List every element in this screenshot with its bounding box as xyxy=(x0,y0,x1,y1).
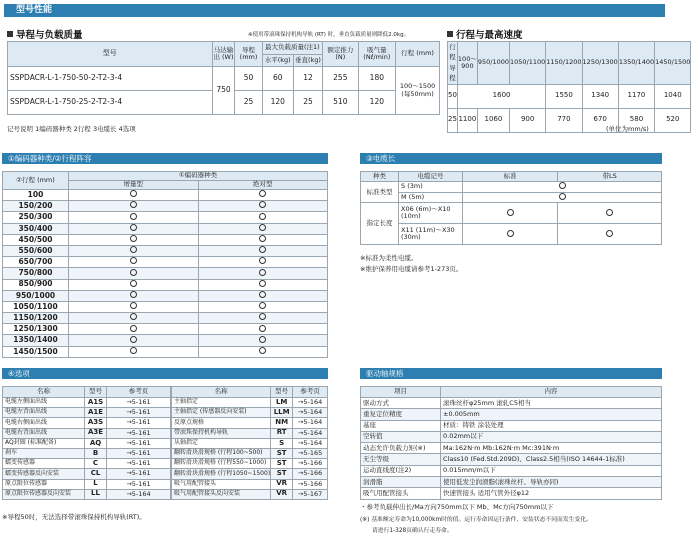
cable-available xyxy=(558,203,662,224)
speed-corner: 行程 导程 xyxy=(449,43,456,83)
cable-table xyxy=(360,171,662,245)
col-motor: 马达输出 (W) xyxy=(212,42,235,67)
option-name: 翻转滑块滑规格 (行程550~1000) xyxy=(172,459,271,469)
table-row xyxy=(3,418,171,428)
encoder-available xyxy=(198,201,328,212)
option-page: →5-164 xyxy=(293,428,328,438)
encoder-available xyxy=(69,234,199,245)
option-name: 翻转滑块滑规格 (行程1050~1500) xyxy=(172,469,271,479)
option-model: RT xyxy=(271,428,293,438)
drive-section-bar: 驱动轴规格 xyxy=(360,368,662,379)
table-row xyxy=(3,279,328,290)
option-name: 反原点规格 xyxy=(172,418,271,428)
option-model: VR xyxy=(271,489,293,499)
available-mark-icon xyxy=(559,182,566,189)
option-page: →5-161 xyxy=(107,459,171,469)
option-name: 主轴指定 (传感器反向安装) xyxy=(172,408,271,418)
option-name: AQ封圈 (标准配备) xyxy=(3,438,85,448)
cable-code: X06 (6m)〜X10 (10m) xyxy=(399,203,463,224)
stroke-cell: 1050/1100 xyxy=(3,301,69,312)
legend: 记号说明 1编码器种类 2行程 3电缆长 4选项 xyxy=(7,125,136,133)
drive-content: 滚珠丝杆φ25mm 滚轧C5相当 xyxy=(441,398,662,409)
option-page: →5-161 xyxy=(107,448,171,458)
page-header: 型号性能 xyxy=(4,4,665,17)
cable-available xyxy=(463,203,558,224)
stroke-cell: 850/900 xyxy=(3,279,69,290)
col-content: 内容 xyxy=(441,387,662,398)
option-name: 吸气用配管接头 xyxy=(172,479,271,489)
col-maxload: 最大负载质量(注1) xyxy=(262,42,323,55)
available-mark-icon xyxy=(130,190,137,197)
drive-item: 空转值 xyxy=(361,431,441,442)
encoder-available xyxy=(69,245,199,256)
options-table-left xyxy=(2,386,171,500)
option-page: →5-166 xyxy=(293,479,328,489)
option-page: →5-164 xyxy=(293,418,328,428)
suction-value: 120 xyxy=(358,91,396,115)
option-page: →5-165 xyxy=(293,448,328,458)
table-row xyxy=(3,346,328,357)
table-row xyxy=(3,479,171,489)
table-row xyxy=(361,465,662,476)
available-mark-icon xyxy=(130,291,137,298)
table-row xyxy=(361,454,662,465)
col-suction: 吸气量 (Nℓ/min) xyxy=(358,42,396,67)
option-model: ST xyxy=(271,469,293,479)
stroke-cell: 450/500 xyxy=(3,234,69,245)
option-name: 从轴指定 xyxy=(172,438,271,448)
type-standard: 标准类型 xyxy=(361,182,399,203)
cable-code: S (3m) xyxy=(399,182,463,193)
drive-item: 驱动方式 xyxy=(361,398,441,409)
table-row xyxy=(172,408,328,418)
available-mark-icon xyxy=(130,347,137,354)
option-page: →5-164 xyxy=(293,398,328,408)
option-name: 蠕变传感器反向安装 xyxy=(3,469,85,479)
encoder-available xyxy=(69,290,199,301)
speed-unit: (单位为mm/s) xyxy=(606,125,649,133)
table-row xyxy=(3,469,171,479)
available-mark-icon xyxy=(130,224,137,231)
table-row xyxy=(172,459,328,469)
stroke-cell: 950/1000 xyxy=(3,290,69,301)
cable-code: X11 (11m)〜X30 (30m) xyxy=(399,224,463,245)
encoder-available xyxy=(69,257,199,268)
type-specified: 指定长度 xyxy=(361,203,399,245)
available-mark-icon xyxy=(259,302,266,309)
available-mark-icon xyxy=(130,235,137,242)
encoder-section-bar: ①编码器种类/②行程阵容 xyxy=(2,153,328,164)
table-row xyxy=(3,335,328,346)
option-name: 电缆右侧面出线 xyxy=(3,418,85,428)
option-page: →5-161 xyxy=(107,398,171,408)
col-code: 电缆记号 xyxy=(399,172,463,182)
lead-value: 25 xyxy=(235,91,262,115)
col-model: 型号 xyxy=(271,387,293,398)
encoder-available xyxy=(198,190,328,201)
stroke-cell: 1150/1200 xyxy=(3,313,69,324)
encoder-available xyxy=(198,335,328,346)
available-mark-icon xyxy=(259,201,266,208)
table-row xyxy=(172,479,328,489)
option-name: 蠕变传感器 xyxy=(3,459,85,469)
col-page: 参考页 xyxy=(107,387,171,398)
speed-value: 1100 xyxy=(457,108,477,132)
guide-section-title: 导程与负载质量 xyxy=(7,27,83,41)
col-type: 种类 xyxy=(361,172,399,182)
available-mark-icon xyxy=(259,347,266,354)
speed-value: 770 xyxy=(546,108,582,132)
table-row xyxy=(3,324,328,335)
speed-lead: 25 xyxy=(448,108,458,132)
drive-content: 快速管接头 适用气管外径φ12 xyxy=(441,488,662,499)
table-row xyxy=(361,398,662,409)
stroke-cell: 150/200 xyxy=(3,201,69,212)
encoder-available xyxy=(69,301,199,312)
option-page: →5-164 xyxy=(293,408,328,418)
col-name: 名称 xyxy=(172,387,271,398)
table-row xyxy=(3,459,171,469)
options-table-right xyxy=(171,386,328,500)
encoder-available xyxy=(198,234,328,245)
table-row xyxy=(172,398,328,408)
option-model: S xyxy=(271,438,293,448)
option-page: →5-161 xyxy=(107,418,171,428)
available-mark-icon xyxy=(259,280,266,287)
encoder-available xyxy=(198,245,328,256)
cable-note: ※维护保养用电缆请参考1-273页。 xyxy=(360,265,463,273)
col-name: 名称 xyxy=(3,387,85,398)
table-row xyxy=(172,418,328,428)
v-load-value: 12 xyxy=(293,67,322,91)
col-lead: 导程 (mm) xyxy=(235,42,262,67)
table-row xyxy=(3,257,328,268)
drive-item: 无尘等级 xyxy=(361,454,441,465)
speed-value: 1550 xyxy=(546,84,582,108)
table-row xyxy=(3,223,328,234)
speed-value: 670 xyxy=(582,108,618,132)
option-model: VR xyxy=(271,479,293,489)
option-page: →5-166 xyxy=(293,459,328,469)
col-thrust: 额定推力 (N) xyxy=(323,42,358,67)
speed-table xyxy=(447,41,691,133)
table-row xyxy=(361,409,662,420)
speed-value: 1340 xyxy=(582,84,618,108)
speed-lead: 50 xyxy=(448,84,458,108)
options-note: ※导程50时，无法选择带滚珠保持机构导轨(RT)。 xyxy=(2,513,146,521)
available-mark-icon xyxy=(606,209,613,216)
speed-value: 580 xyxy=(618,108,654,132)
h-load-value: 60 xyxy=(262,67,293,91)
col-model: 型号 xyxy=(8,42,213,67)
stroke-cell: 1450/1500 xyxy=(3,346,69,357)
col-page: 参考页 xyxy=(293,387,328,398)
table-row xyxy=(361,431,662,442)
options-section-bar: ④选项 xyxy=(2,368,328,379)
option-page: →5-164 xyxy=(107,489,171,499)
drive-item: 润滑脂 xyxy=(361,477,441,488)
col-ls: 带LS xyxy=(558,172,662,182)
option-model: A3S xyxy=(85,418,107,428)
cable-available xyxy=(558,224,662,245)
stroke-cell: 100 xyxy=(3,190,69,201)
drive-note: (※) 基准额定寿命为10,000km时的值。运行寿命因运行条件、安装状态不同而发生变化。 xyxy=(360,517,592,523)
cable-section-bar: ③电缆长 xyxy=(360,153,662,164)
option-name: 翻转滑块滑规格 (行程100~500) xyxy=(172,448,271,458)
cable-note: ※标准为柔性电缆。 xyxy=(360,254,418,262)
option-model: NM xyxy=(271,418,293,428)
encoder-available xyxy=(198,301,328,312)
available-mark-icon xyxy=(130,302,137,309)
available-mark-icon xyxy=(130,213,137,220)
stroke-cell: 1250/1300 xyxy=(3,324,69,335)
available-mark-icon xyxy=(259,336,266,343)
drive-table xyxy=(360,386,662,500)
drive-item: 运动直线度(注2) xyxy=(361,465,441,476)
encoder-available xyxy=(198,346,328,357)
cable-available xyxy=(463,182,662,193)
encoder-available xyxy=(69,190,199,201)
guide-note: ※使用带滚珠保持机构导轨 (RT) 时，垂直负载质量则降低2.0kg。 xyxy=(248,32,410,38)
speed-value: 900 xyxy=(509,108,545,132)
available-mark-icon xyxy=(130,257,137,264)
col-standard: 标准 xyxy=(463,172,558,182)
table-row xyxy=(172,469,328,479)
col-model: 型号 xyxy=(85,387,107,398)
table-row xyxy=(3,448,171,458)
table-row xyxy=(172,428,328,438)
table-row xyxy=(3,201,328,212)
option-model: L xyxy=(85,479,107,489)
model-row-2: SSPDACR-L-1-750-25-2-T2-3-4 xyxy=(8,91,213,115)
table-row xyxy=(3,245,328,256)
option-model: ST xyxy=(271,448,293,458)
option-page: →5-161 xyxy=(107,408,171,418)
option-model: AQ xyxy=(85,438,107,448)
encoder-available xyxy=(198,324,328,335)
option-model: ST xyxy=(271,459,293,469)
available-mark-icon xyxy=(507,209,514,216)
available-mark-icon xyxy=(130,201,137,208)
available-mark-icon xyxy=(130,325,137,332)
table-row xyxy=(3,438,171,448)
option-model: LLM xyxy=(271,408,293,418)
option-page: →5-161 xyxy=(107,469,171,479)
option-page: →5-161 xyxy=(107,479,171,489)
available-mark-icon xyxy=(259,235,266,242)
option-name: 原点限位传感器反向安装 xyxy=(3,489,85,499)
option-name: 吸气用配管接头反向安装 xyxy=(172,489,271,499)
stroke-head: 1050/1100 xyxy=(509,42,545,85)
speed-value: 520 xyxy=(655,108,691,132)
speed-value: 1600 xyxy=(457,84,545,108)
col-item: 项目 xyxy=(361,387,441,398)
lead-value: 50 xyxy=(235,67,262,91)
available-mark-icon xyxy=(130,246,137,253)
thrust-value: 510 xyxy=(323,91,358,115)
drive-content: Class10 (Fed.Std.209D)、Class2.5相当(ISO 14644-1标准) xyxy=(441,454,662,465)
available-mark-icon xyxy=(130,313,137,320)
stroke-head: 1450/1500 xyxy=(655,42,691,85)
drive-content: 0.02mm以下 xyxy=(441,431,662,442)
option-name: 带滚珠保持机构导轨 xyxy=(172,428,271,438)
cable-available xyxy=(463,224,558,245)
table-row xyxy=(3,398,171,408)
table-row xyxy=(361,443,662,454)
drive-content: 使用低发尘润滑脂(滚珠丝杆、导轨亦同) xyxy=(441,477,662,488)
cable-code: M (5m) xyxy=(399,192,463,203)
cable-available xyxy=(463,192,662,203)
drive-note: ・参考负载伸出长/Ma方向750mm以下 Mb、Mc方向750mm以下 xyxy=(360,503,554,511)
option-name: 主轴指定 xyxy=(172,398,271,408)
available-mark-icon xyxy=(259,213,266,220)
stroke-cell: 550/600 xyxy=(3,245,69,256)
drive-note: 请进行1-328页确认行走寿命。 xyxy=(372,528,453,534)
col-stroke: 行程 (mm) xyxy=(396,42,440,67)
drive-content: ±0.005mm xyxy=(441,409,662,420)
stroke-head: 1250/1300 xyxy=(582,42,618,85)
encoder-available xyxy=(198,223,328,234)
stroke-cell: 250/300 xyxy=(3,212,69,223)
drive-item: 基座 xyxy=(361,420,441,431)
option-page: →5-167 xyxy=(293,489,328,499)
encoder-available xyxy=(69,324,199,335)
table-row xyxy=(3,489,171,499)
encoder-available xyxy=(198,257,328,268)
encoder-available xyxy=(69,201,199,212)
encoder-available xyxy=(198,212,328,223)
option-name: 原点限位传感器 xyxy=(3,479,85,489)
h-load-value: 120 xyxy=(262,91,293,115)
encoder-available xyxy=(69,268,199,279)
option-model: CL xyxy=(85,469,107,479)
available-mark-icon xyxy=(259,325,266,332)
col-horizontal: 水平(kg) xyxy=(262,55,293,67)
available-mark-icon xyxy=(259,190,266,197)
option-page: →5-161 xyxy=(107,428,171,438)
option-name: 电缆左背面出线 xyxy=(3,408,85,418)
encoder-available xyxy=(69,313,199,324)
drive-item: 重复定位精度 xyxy=(361,409,441,420)
table-row xyxy=(361,420,662,431)
table-row xyxy=(3,190,328,201)
option-model: A1E xyxy=(85,408,107,418)
option-model: LL xyxy=(85,489,107,499)
encoder-available xyxy=(198,268,328,279)
option-page: →5-161 xyxy=(107,438,171,448)
v-load-value: 25 xyxy=(293,91,322,115)
drive-item: 动态允许负载力矩(※) xyxy=(361,443,441,454)
thrust-value: 255 xyxy=(323,67,358,91)
table-row xyxy=(3,212,328,223)
available-mark-icon xyxy=(130,269,137,276)
model-row-1: SSPDACR-L-1-750-50-2-T2-3-4 xyxy=(8,67,213,91)
available-mark-icon xyxy=(259,224,266,231)
encoder-available xyxy=(198,313,328,324)
table-row xyxy=(172,448,328,458)
stroke-range: 100〜1500 (每50mm) xyxy=(396,67,440,115)
option-page: →5-166 xyxy=(293,469,328,479)
motor-value: 750 xyxy=(212,67,235,115)
speed-section-title: 行程与最高速度 xyxy=(447,27,523,41)
table-row xyxy=(172,489,328,499)
stroke-cell: 750/800 xyxy=(3,268,69,279)
stroke-head: 100〜900 xyxy=(457,42,477,85)
table-row xyxy=(172,438,328,448)
encoder-available xyxy=(69,346,199,357)
col-absolute: 绝对型 xyxy=(198,181,328,190)
stroke-head: 1150/1200 xyxy=(546,42,582,85)
available-mark-icon xyxy=(259,269,266,276)
encoder-available xyxy=(69,335,199,346)
speed-value: 1040 xyxy=(655,84,691,108)
available-mark-icon xyxy=(259,257,266,264)
table-row xyxy=(361,477,662,488)
encoder-table xyxy=(2,171,328,358)
option-model: LM xyxy=(271,398,293,408)
available-mark-icon xyxy=(259,291,266,298)
table-row xyxy=(3,313,328,324)
encoder-available xyxy=(69,279,199,290)
table-row xyxy=(3,290,328,301)
available-mark-icon xyxy=(130,336,137,343)
encoder-available xyxy=(69,223,199,234)
stroke-head: 950/1000 xyxy=(477,42,509,85)
col-encoder: ①编码器种类 xyxy=(69,172,328,181)
stroke-head: 1350/1400 xyxy=(618,42,654,85)
option-model: A1S xyxy=(85,398,107,408)
table-row xyxy=(3,268,328,279)
encoder-available xyxy=(198,290,328,301)
drive-content: 材质：铸铁 涂装处理 xyxy=(441,420,662,431)
table-row xyxy=(3,428,171,438)
stroke-cell: 350/400 xyxy=(3,223,69,234)
option-model: C xyxy=(85,459,107,469)
table-row xyxy=(361,488,662,499)
table-row xyxy=(3,234,328,245)
col-vertical: 垂直(kg) xyxy=(293,55,322,67)
suction-value: 180 xyxy=(358,67,396,91)
available-mark-icon xyxy=(130,280,137,287)
option-model: A3E xyxy=(85,428,107,438)
drive-item: 吸气用配管接头 xyxy=(361,488,441,499)
option-page: →5-164 xyxy=(293,438,328,448)
guide-table xyxy=(7,41,440,115)
option-name: 电缆左侧面出线 xyxy=(3,398,85,408)
table-row xyxy=(3,301,328,312)
encoder-available xyxy=(69,212,199,223)
option-name: 刹车 xyxy=(3,448,85,458)
encoder-available xyxy=(198,279,328,290)
option-model: B xyxy=(85,448,107,458)
available-mark-icon xyxy=(259,313,266,320)
available-mark-icon xyxy=(507,230,514,237)
speed-value: 1060 xyxy=(477,108,509,132)
stroke-cell: 1350/1400 xyxy=(3,335,69,346)
option-name: 电缆右背面出线 xyxy=(3,428,85,438)
col-incremental: 增量型 xyxy=(69,181,199,190)
drive-content: Ma:162N·m Mb:162N·m Mc:391N·m xyxy=(441,443,662,454)
available-mark-icon xyxy=(559,193,566,200)
available-mark-icon xyxy=(606,230,613,237)
table-row xyxy=(3,408,171,418)
drive-content: 0.015mm/m以下 xyxy=(441,465,662,476)
col-stroke: ②行程 (mm) xyxy=(3,172,69,190)
stroke-cell: 650/700 xyxy=(3,257,69,268)
speed-value: 1170 xyxy=(618,84,654,108)
available-mark-icon xyxy=(259,246,266,253)
